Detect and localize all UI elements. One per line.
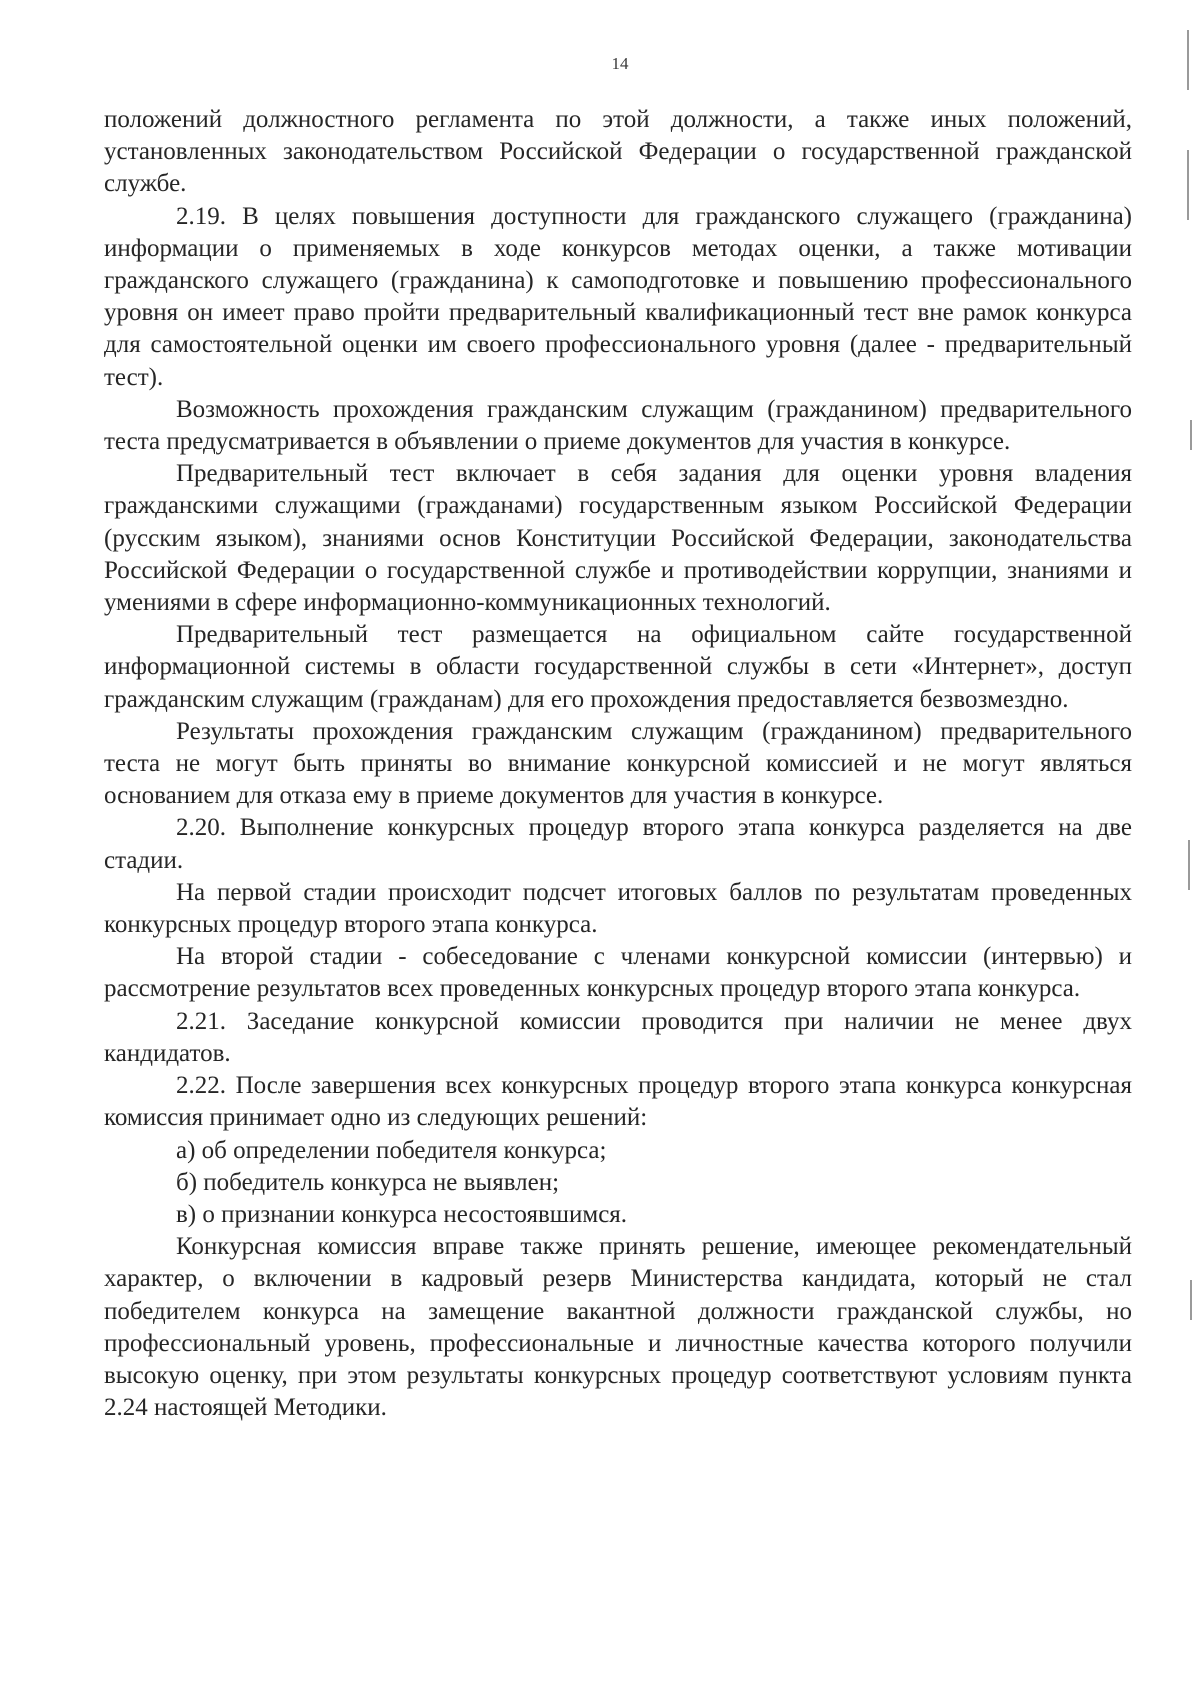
paragraph-continuation: положений должностного регламента по этой должности, а также иных положений, установленных законодательством Российской Федерации о государственной гражданской службе. (104, 106, 1132, 198)
list-item-c: в) о признании конкурса несостоявшимся. (176, 1200, 628, 1228)
list-item-a: а) об определении победителя конкурса; (176, 1136, 607, 1164)
paragraph-2-19: 2.19. В целях повышения доступности для гражданского служащего (гражданина) информации о применяемых в ходе конкурсов методах оценки, а также мотивации гражданского служащего (гражданина) к самоподготовке и повышению профессионального уровня он имеет право пройти предварительный квалификационный тест вне рамок конкурса для самостоятельной оценки им своего профессионального уровня (далее - предварительный тест). (104, 202, 1132, 391)
paragraph-2-20: 2.20. Выполнение конкурсных процедур второго этапа конкурса разделяется на две стадии. (104, 814, 1132, 874)
paragraph-test-possibility: Возможность прохождения гражданским служащим (гражданином) предварительного теста предусматривается в объявлении о приеме документов для участия в конкурсе. (104, 395, 1132, 456)
scan-edge-mark (1187, 30, 1189, 90)
scan-edge-mark (1190, 420, 1192, 450)
paragraph-second-stage: На второй стадии - собеседование с членами конкурсной комиссии (интервью) и рассмотрение результатов всех проведенных конкурсных процедур второго этапа конкурса. (104, 943, 1132, 1003)
paragraph-test-placement: Предварительный тест размещается на официальном сайте государственной информационной системы в области государственной службы в сети «Интернет», доступ гражданским служащим (гражданам) для его прохождения предоставляется безвозмездно. (104, 621, 1132, 713)
paragraph-reserve-decision: Конкурсная комиссия вправе также принять решение, имеющее рекомендательный характер, о включении в кадровый резерв Министерства кандидата, который не стал победителем конкурса на замещение вакантной должности гражданской службы, но профессиональный уровень, профессиональные и личностные качества которого получили высокую оценку, при этом результаты конкурсных процедур соответствуют условиям пункта 2.24 настоящей Методики. (104, 1233, 1132, 1422)
scan-edge-mark (1188, 840, 1190, 890)
scan-edge-mark (1190, 1280, 1192, 1320)
paragraph-first-stage: На первой стадии происходит подсчет итоговых баллов по результатам проведенных конкурсных процедур второго этапа конкурса. (104, 878, 1132, 939)
paragraph-test-content: Предварительный тест включает в себя задания для оценки уровня владения гражданскими служащими (гражданами) государственным языком Российской Федерации (русским языком), знаниями основ Конституции Российской Федерации, законодательства Российской Федерации о государственной службе и противодействии коррупции, знаниями и умениями в сфере информационно-коммуникационных технологий. (104, 460, 1132, 617)
scan-edge-mark (1187, 150, 1189, 220)
list-item-b: б) победитель конкурса не выявлен; (176, 1168, 560, 1196)
paragraph-2-22: 2.22. После завершения всех конкурсных процедур второго этапа конкурса конкурсная комиссия принимает одно из следующих решений: (104, 1072, 1132, 1132)
paragraph-2-21: 2.21. Заседание конкурсной комиссии проводится при наличии не менее двух кандидатов. (104, 1007, 1132, 1067)
paragraph-test-results: Результаты прохождения гражданским служащим (гражданином) предварительного теста не могут быть приняты во внимание конкурсной комиссией и не могут являться основанием для отказа ему в приеме документов для участия в конкурсе. (104, 717, 1132, 810)
document-body (104, 104, 1132, 1424)
page-number: 14 (611, 54, 629, 73)
